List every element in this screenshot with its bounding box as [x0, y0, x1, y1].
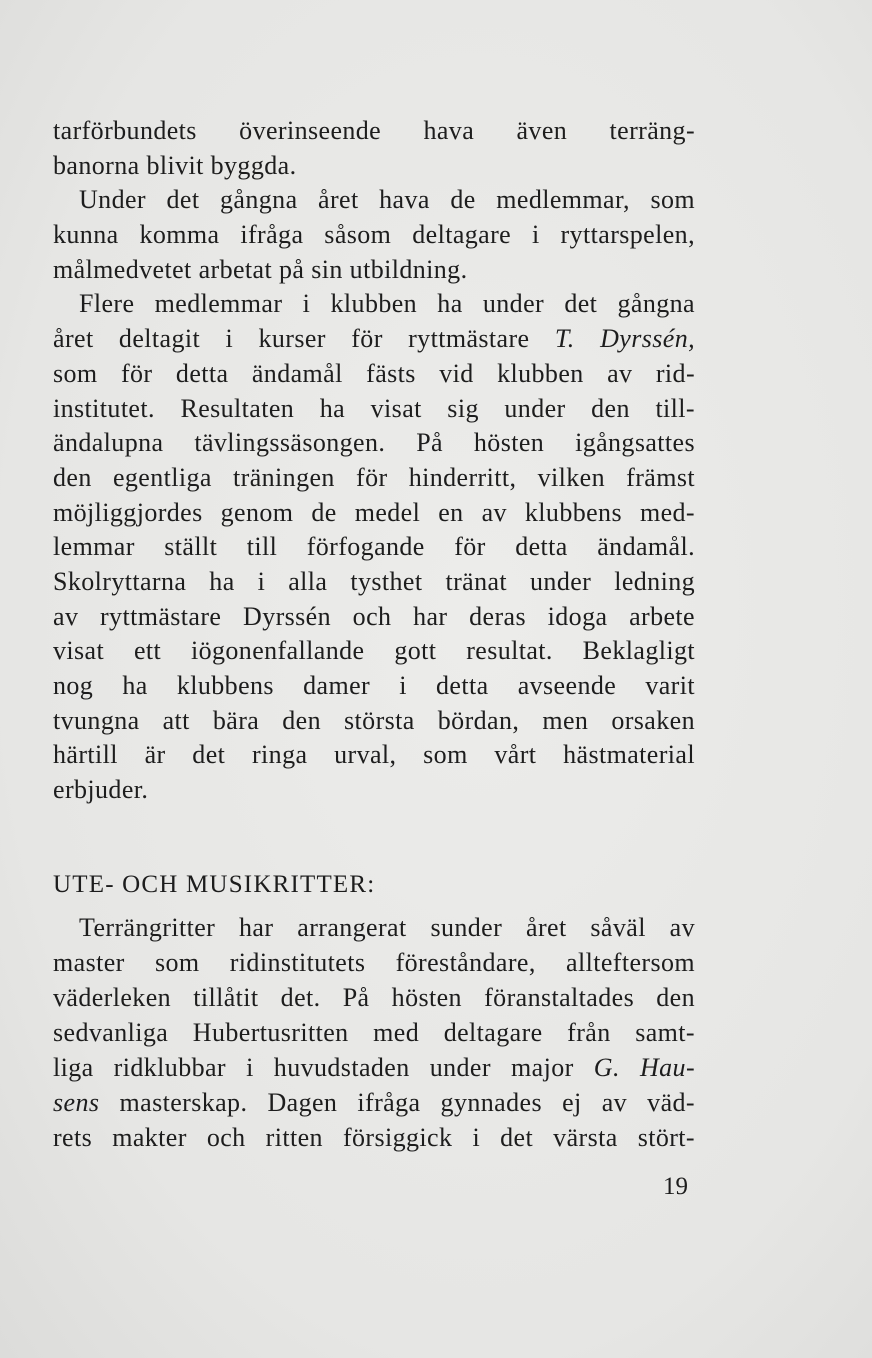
text-line: master som ridinstitutets föreståndare, allteftersom	[53, 948, 695, 977]
text-line: Terrängritter har arrangerat sunder året såväl av	[79, 913, 695, 942]
text-segment: året deltagit i kurser för ryttmästare	[53, 324, 530, 354]
text-line: tvungna att bära den största bördan, men orsaken	[53, 705, 695, 735]
text-line: den egentliga träningen för hinderritt, vilken främst	[53, 462, 695, 492]
italic-name: T. Dyrssén,	[554, 324, 695, 354]
italic-name: G. Hau-	[593, 1053, 696, 1082]
text-line: Under det gångna året hava de medlemmar, som	[79, 185, 695, 215]
body-text	[53, 114, 695, 808]
text-line: erbjuder.	[53, 775, 149, 805]
text-line: kunna komma ifråga såsom deltagare i ryttarspelen,	[53, 220, 695, 250]
text-line: nog ha klubbens damer i detta avseende varit	[53, 671, 695, 700]
text-line: ändalupna tävlingssäsongen. På hösten igångsattes	[53, 428, 695, 458]
text-line: rets makter och ritten försiggick i det värsta stört-	[53, 1123, 695, 1152]
section-text	[53, 910, 695, 1155]
text-line: lemmar ställt till förfogande för detta ändamål.	[53, 532, 695, 562]
text-line: målmedvetet arbetat på sin utbildning.	[53, 254, 468, 284]
text-line: möjliggjordes genom de medel en av klubbens med-	[53, 497, 695, 527]
italic-name: sens	[53, 1088, 100, 1117]
text-line	[53, 322, 695, 357]
text-line: Flere medlemmar i klubben ha under det gångna	[79, 289, 695, 319]
text-line: visat ett iögonenfallande gott resultat. Beklagligt	[53, 636, 695, 666]
text-line: som för detta ändamål fästs vid klubben av rid-	[53, 358, 695, 388]
text-line: väderleken tillåtit det. På hösten föranstaltades den	[53, 983, 695, 1012]
section-heading: UTE- OCH MUSIKRITTER:	[53, 871, 376, 898]
text-line: sedvanliga Hubertusritten med deltagare från samt-	[53, 1018, 695, 1047]
text-line: institutet. Resultaten ha visat sig under den till-	[53, 393, 695, 423]
text-line	[53, 1085, 695, 1120]
text-segment: masterskap. Dagen ifråga gynnades ej av väd-	[119, 1088, 695, 1117]
text-line: tarförbundets överinseende hava även terräng-	[53, 116, 695, 145]
text-line: banorna blivit byggda.	[53, 150, 297, 180]
text-line: härtill är det ringa urval, som vårt hästmaterial	[53, 740, 695, 770]
text-line: av ryttmästare Dyrssén och har deras idoga arbete	[53, 601, 695, 631]
text-line	[53, 1050, 695, 1085]
page-number: 19	[663, 1173, 688, 1200]
text-segment: liga ridklubbar i huvudstaden under major	[53, 1053, 574, 1082]
text-line: Skolryttarna ha i alla tysthet tränat under ledning	[53, 566, 695, 596]
